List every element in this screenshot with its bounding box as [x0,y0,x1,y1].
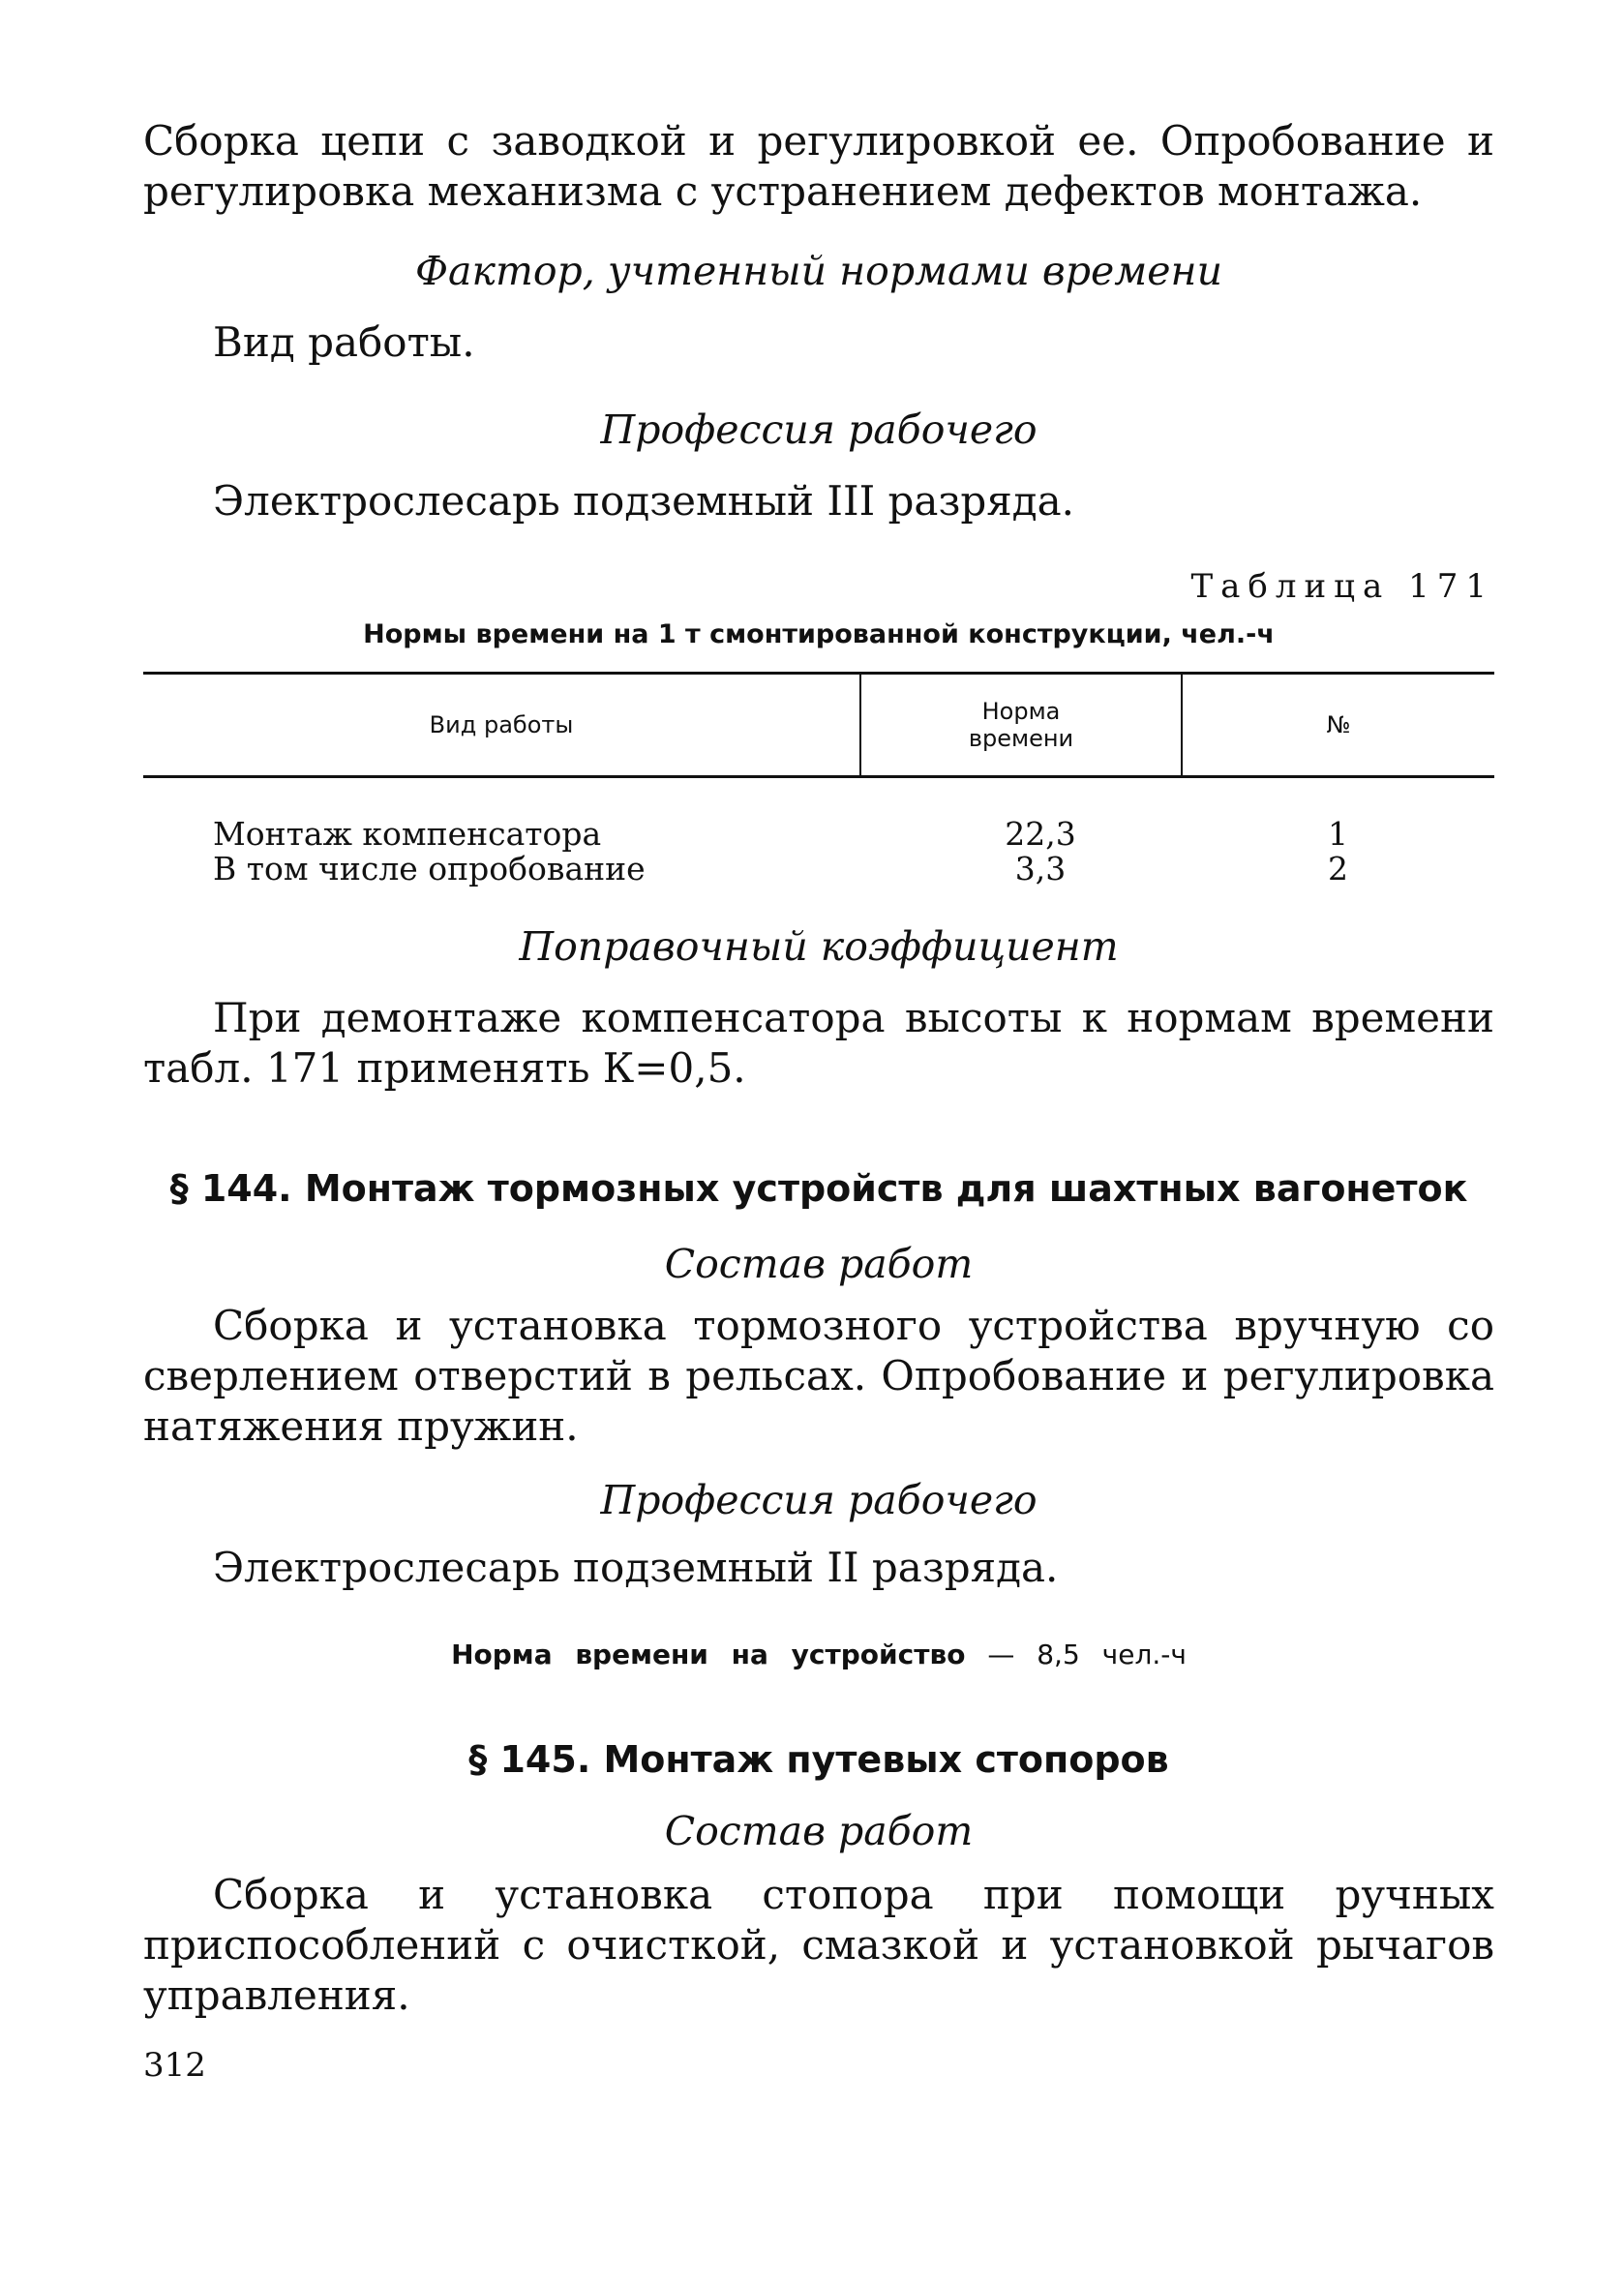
table-row [143,777,1494,853]
header-norm-line1: Норма [981,698,1061,725]
norm-value: — 8,5 чел.-ч [987,1639,1187,1670]
header-num: № [1182,674,1494,777]
intro-paragraph: Сборка цепи с заводкой и регулировкой ее. Опробование и регулировка механизма с устранением дефектов монтажа. [143,117,1494,215]
section-145-composition-heading: Состав работ [664,1808,974,1854]
correction-text: При демонтаже компенсатора высоты к нормам времени табл. 171 применять К=0,5. [143,994,1494,1092]
section-144-title: § 144. Монтаж тормозных устройств для шахтных вагонеток [169,1167,1468,1210]
section-144-profession-text: Электрослесарь подземный II разряда. [213,1544,1059,1591]
row-norm: 22,3 [1005,815,1076,853]
norm-label: Норма времени на устройство [451,1639,966,1670]
norms-table [143,672,1494,887]
header-norm [860,674,1182,777]
section-144-norm [143,1636,1494,1674]
table-row [143,852,1494,887]
table-header-row [143,674,1494,777]
factor-heading: Фактор, учтенный нормами времени [415,248,1222,294]
section-144-composition-text: Сборка и установка тормозного устройства вручную со сверлением отверстий в рельсах. Опробование и регулировка натяжения пружин. [143,1302,1494,1450]
section-144-composition-heading: Состав работ [664,1241,974,1287]
header-work: Вид работы [143,674,860,777]
document-page [143,116,1494,2085]
row-work: Монтаж компенсатора [213,815,602,853]
section-144-profession-heading: Профессия рабочего [600,1477,1038,1523]
correction-heading: Поправочный коэффициент [519,923,1119,970]
header-norm-line2: времени [968,725,1074,752]
section-145-composition-text: Сборка и установка стопора при помощи ручных приспособлений с очисткой, смазкой и установкой рычагов управления. [143,1871,1494,2019]
section-145-title: § 145. Монтаж путевых стопоров [468,1738,1169,1781]
profession-text: Электрослесарь подземный III разряда. [213,477,1074,525]
factor-text: Вид работы. [213,318,475,366]
page-number: 312 [143,2046,206,2085]
table-caption: Нормы времени на 1 т смонтированной конструкции, чел.-ч [363,619,1275,649]
row-work: В том числе опробование [213,850,646,887]
table-label: Таблица 171 [1190,567,1494,606]
profession-heading: Профессия рабочего [600,406,1038,453]
row-num: 2 [1328,850,1348,887]
row-norm: 3,3 [1014,850,1067,887]
row-num: 1 [1328,815,1348,853]
